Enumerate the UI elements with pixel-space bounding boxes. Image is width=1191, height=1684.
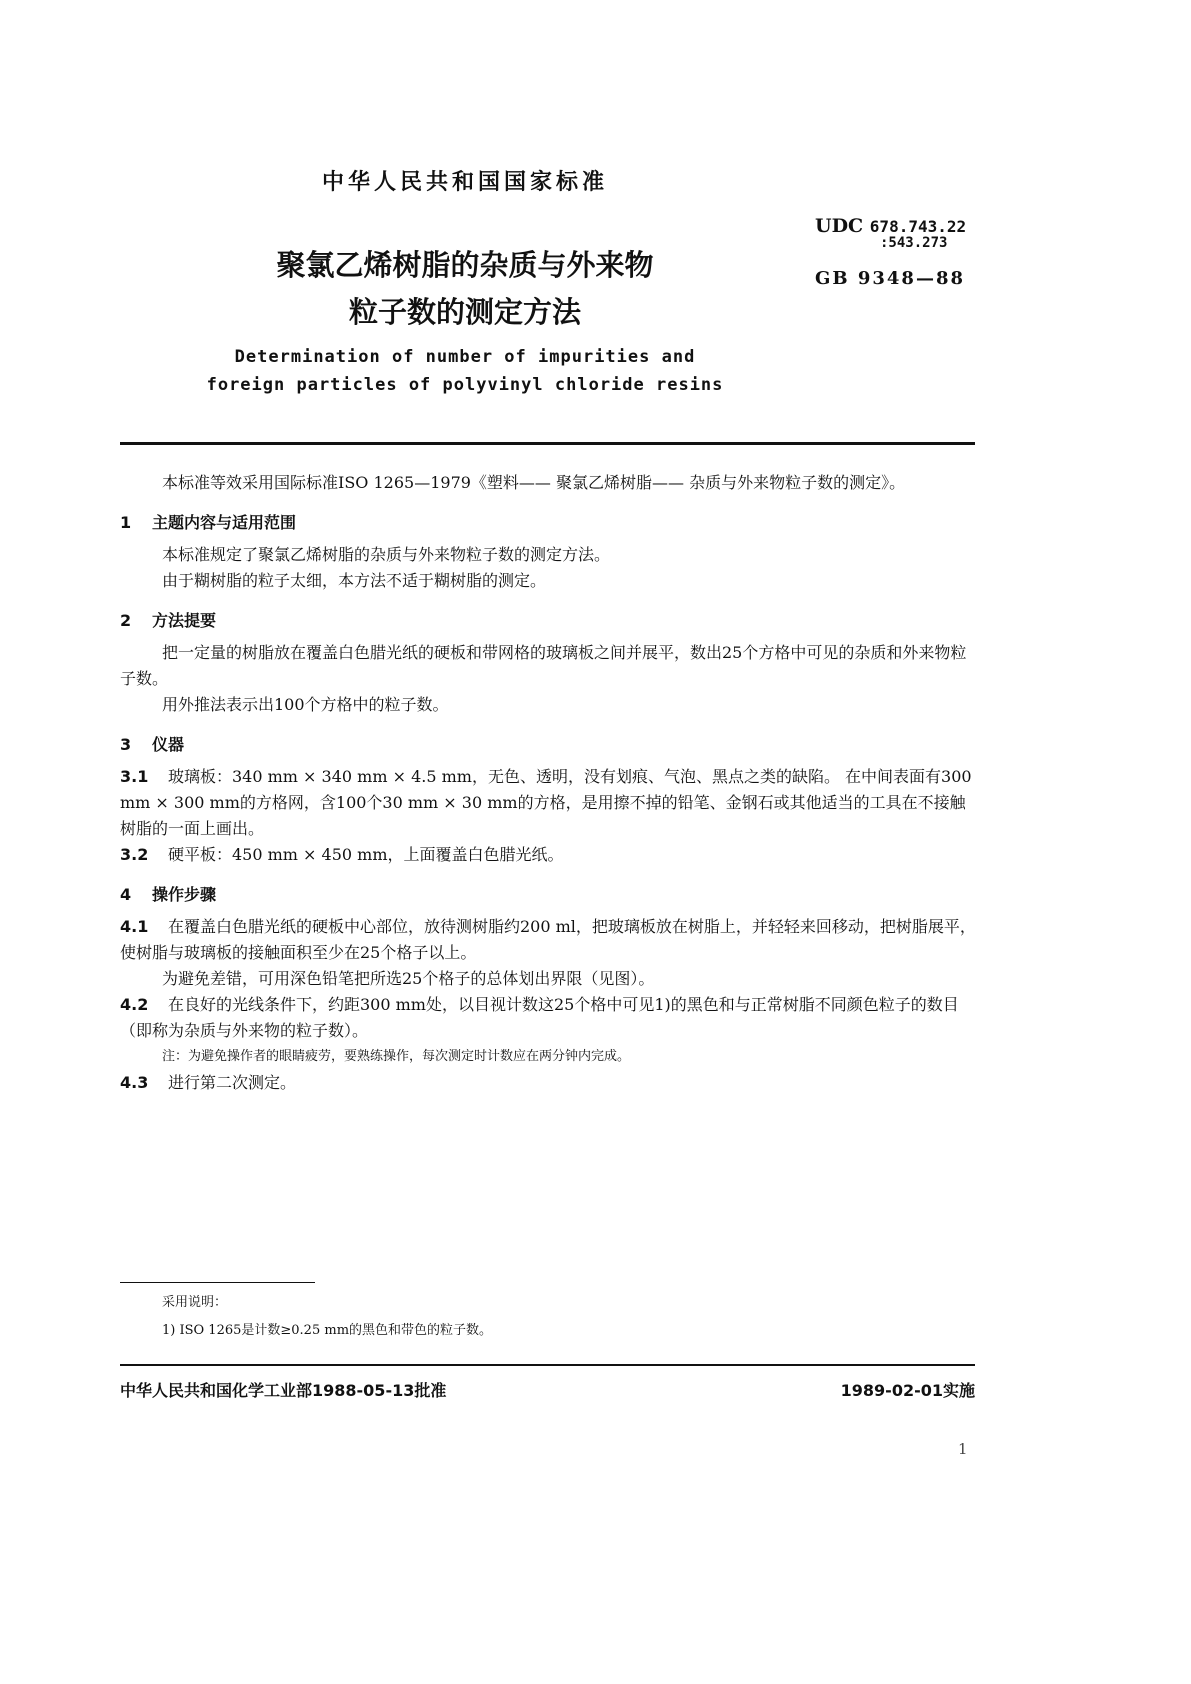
footnote-rule (120, 1282, 315, 1283)
udc-number-2: :543.273 (880, 235, 948, 251)
paragraph: 本标准规定了聚氯乙烯树脂的杂质与外来物粒子数的测定方法。 (162, 545, 611, 564)
title-cn-line1: 聚氯乙烯树脂的杂质与外来物 (276, 248, 654, 282)
clause-4-3: 4.3 进行第二次测定。 (120, 1073, 297, 1092)
section-heading-2: 2 方法提要 (120, 611, 217, 630)
section-heading-1: 1 主题内容与适用范围 (120, 513, 297, 532)
section-heading-3: 3 仪器 (120, 735, 185, 754)
approval-date: 中华人民共和国化学工业部1988-05-13批准 (120, 1381, 447, 1400)
udc-number: 678.743.22 (869, 217, 967, 236)
footnote-text: 1) ISO 1265是计数≥0.25 mm的黑色和带色的粒子数。 (162, 1323, 493, 1338)
footer-rule (120, 1364, 975, 1366)
clause-3-1: 3.1 玻璃板：340 mm × 340 mm × 4.5 mm，无色、透明，没有划痕、气泡、黑点之类的缺陷。 在中间表面有300 mm × 300 mm的方格网，含100个30 mm × 30 mm的方格，是用擦不掉的铅笔、金钢石或其他适当的工具在不接触树脂的一面上画出。 (120, 767, 972, 838)
clause-4-1-extra: 为避免差错，可用深色铅笔把所选25个格子的总体划出界限（见图）。 (162, 969, 655, 988)
footnote-title: 采用说明： (162, 1295, 228, 1310)
gb-number: GB 9348—88 (815, 268, 965, 289)
page-number: 1 (958, 1440, 968, 1458)
effective-date: 1989-02-01实施 (840, 1381, 975, 1400)
section-heading-4: 4 操作步骤 (120, 885, 217, 904)
clause-4-1: 4.1 在覆盖白色腊光纸的硬板中心部位，放待测树脂约200 ml，把玻璃板放在树脂上，并轻轻来回移动，把树脂展平，使树脂与玻璃板的接触面积至少在25个格子以上。 (120, 917, 976, 962)
header-rule (120, 442, 975, 445)
clause-4-2: 4.2 在良好的光线条件下，约距300 mm处，以目视计数这25个格中可见1)的黑色和与正常树脂不同颜色粒子的数目（即称为杂质与外来物的粒子数）。 (120, 995, 959, 1040)
clause-4-2-note: 注：为避免操作者的眼睛疲劳，要熟练操作，每次测定时计数应在两分钟内完成。 (162, 1049, 631, 1064)
title-en-line1: Determination of number of impurities and (234, 347, 696, 367)
title-cn-line2: 粒子数的测定方法 (348, 295, 581, 329)
clause-3-2: 3.2 硬平板：450 mm × 450 mm，上面覆盖白色腊光纸。 (120, 845, 564, 864)
document-body (120, 470, 978, 1096)
title-en-line2: foreign particles of polyvinyl chloride resins (206, 375, 724, 395)
paragraph: 把一定量的树脂放在覆盖白色腊光纸的硬板和带网格的玻璃板之间并展平，数出25个方格中可见的杂质和外来物粒子数。 (120, 643, 967, 688)
udc-label: UDC (815, 215, 864, 237)
paragraph: 用外推法表示出100个方格中的粒子数。 (162, 695, 449, 714)
udc-code (815, 215, 966, 237)
paragraph: 由于糊树脂的粒子太细，本方法不适于糊树脂的测定。 (162, 571, 547, 590)
intro-paragraph: 本标准等效采用国际标准ISO 1265—1979《塑料—— 聚氯乙烯树脂—— 杂质与外来物粒子数的测定》。 (162, 473, 906, 492)
national-standard-heading: 中华人民共和国国家标准 (321, 170, 608, 195)
